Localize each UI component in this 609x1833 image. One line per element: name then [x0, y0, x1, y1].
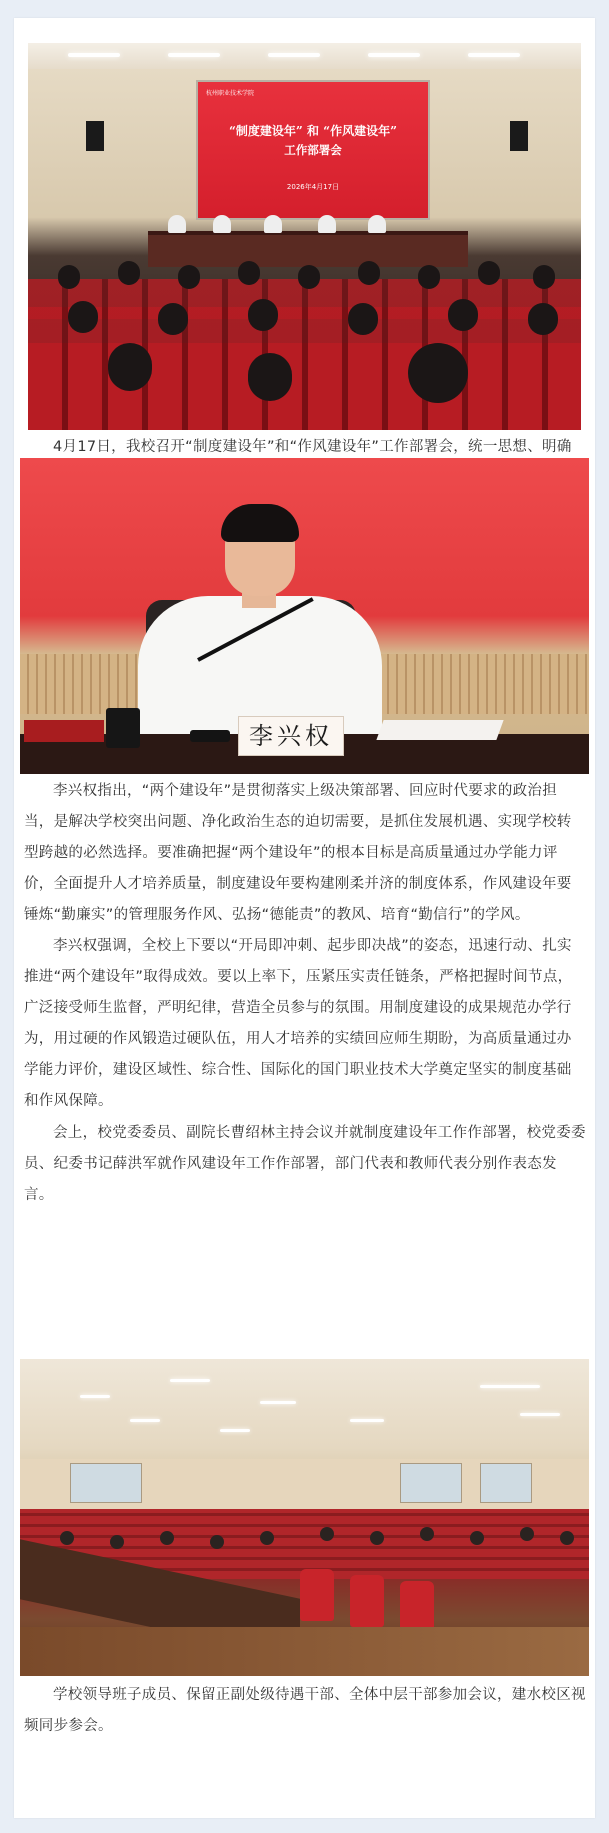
cup-icon — [106, 708, 140, 748]
auditorium-photo — [20, 1359, 589, 1676]
paragraph-intro: 4月17日，我校召开“制度建设年”和“作风建设年”工作部署会，统一思想、明确 — [53, 439, 572, 455]
school-logo-text: 杭州职业技术学院 — [206, 90, 255, 97]
paragraph-speech-emphasis: 李兴权强调，全校上下要以“开局即冲刺、起步即决战”的姿态，迅速行动、扎实推进“两个建设年”取得成效。要以上率下，压紧压实责任链条，严格把握时间节点，广泛接受师生监督，严明纪律，营造全员参与的氛围。用制度建设的成果规范办学行为，用过硬的作风锻造过硬队伍，用人才培养的实绩回应师生期盼，为高质量通过办学能力评价，建设区域性、综合性、国际化的国门职业技术大学奠定坚实的制度基础和作风保障。 — [24, 938, 573, 1109]
screen-date: 2026年4月17日 — [286, 183, 340, 191]
screen-title: “制度建设年” 和 “作风建设年” — [229, 124, 397, 138]
projection-screen — [196, 80, 430, 220]
meeting-hall-photo — [28, 43, 581, 430]
name-plate: 李兴权 — [238, 716, 344, 756]
paragraph-speech-points: 李兴权指出，“两个建设年”是贯彻落实上级决策部署、回应时代要求的政治担当，是解决学校突出问题、净化政治生态的迫切需要，是抓住发展机遇、实现学校转型跨越的必然选择。要准确把握“两个建设年”的根本目标是高质量通过办学能力评价，全面提升人才培养质量，制度建设年要构建刚柔并济的制度体系，作风建设年要锤炼“勤廉实”的管理服务作风、弘扬“德能责”的教风、培育“勤信行”的学风。 — [24, 783, 572, 923]
rostrum — [148, 231, 468, 267]
speaker-photo — [20, 458, 589, 774]
paragraph-meeting-host: 会上，校党委委员、副院长曹绍林主持会议并就制度建设年工作作部署，校党委委员、纪委书记薛洪军就作风建设年工作作部署，部门代表和教师代表分别作表态发言。 — [24, 1125, 586, 1203]
paragraph-attendees: 学校领导班子成员、保留正副处级待遇干部、全体中层干部参加会议，建水校区视频同步参会。 — [24, 1687, 586, 1734]
screen-subtitle: 工作部署会 — [284, 143, 342, 157]
article-card — [14, 18, 595, 1818]
